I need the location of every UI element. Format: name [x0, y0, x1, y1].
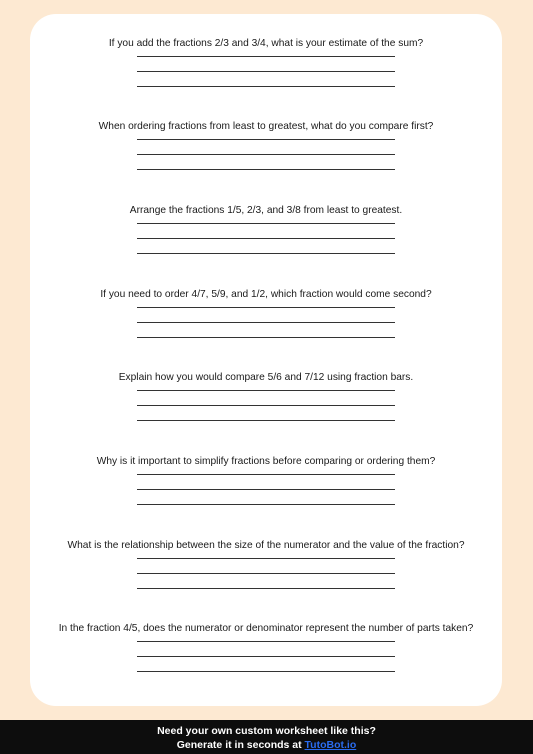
question-block [30, 372, 502, 435]
answer-lines [30, 56, 502, 87]
question-block [30, 38, 502, 101]
answer-lines [30, 390, 502, 421]
answer-line[interactable] [137, 139, 395, 140]
answer-line[interactable] [137, 405, 395, 406]
answer-line[interactable] [137, 169, 395, 170]
answer-line[interactable] [137, 238, 395, 239]
answer-line[interactable] [137, 558, 395, 559]
answer-line[interactable] [137, 223, 395, 224]
answer-line[interactable] [137, 420, 395, 421]
answer-line[interactable] [137, 307, 395, 308]
answer-line[interactable] [137, 253, 395, 254]
question-block [30, 456, 502, 519]
answer-lines [30, 139, 502, 170]
answer-line[interactable] [137, 504, 395, 505]
question-text: What is the relationship between the size of the numerator and the value of the fraction? [67, 540, 465, 551]
question-text: Arrange the fractions 1/5, 2/3, and 3/8 from least to greatest. [129, 205, 403, 216]
answer-line[interactable] [137, 489, 395, 490]
answer-line[interactable] [137, 641, 395, 642]
question-text: Explain how you would compare 5/6 and 7/12 using fraction bars. [118, 372, 414, 383]
question-text: Why is it important to simplify fractions before comparing or ordering them? [96, 456, 436, 467]
answer-lines [30, 641, 502, 672]
answer-lines [30, 558, 502, 589]
promo-line-1: Need your own custom worksheet like this? [157, 725, 376, 737]
answer-line[interactable] [137, 56, 395, 57]
question-text: If you add the fractions 2/3 and 3/4, what is your estimate of the sum? [108, 38, 424, 49]
answer-line[interactable] [137, 71, 395, 72]
answer-line[interactable] [137, 154, 395, 155]
question-text: When ordering fractions from least to greatest, what do you compare first? [98, 121, 434, 132]
answer-line[interactable] [137, 390, 395, 391]
answer-line[interactable] [137, 588, 395, 589]
answer-line[interactable] [137, 474, 395, 475]
question-text: In the fraction 4/5, does the numerator or denominator represent the number of parts taken? [58, 623, 474, 634]
tutobot-link[interactable]: TutoBot.io [304, 739, 357, 751]
worksheet-page [30, 14, 502, 706]
question-block [30, 540, 502, 603]
answer-line[interactable] [137, 573, 395, 574]
question-block [30, 623, 502, 686]
answer-line[interactable] [137, 671, 395, 672]
answer-lines [30, 307, 502, 338]
promo-footer [0, 720, 533, 754]
answer-line[interactable] [137, 337, 395, 338]
answer-line[interactable] [137, 322, 395, 323]
answer-line[interactable] [137, 656, 395, 657]
question-text: If you need to order 4/7, 5/9, and 1/2, which fraction would come second? [100, 289, 432, 300]
answer-lines [30, 223, 502, 254]
promo-line-2 [0, 738, 533, 752]
answer-lines [30, 474, 502, 505]
question-block [30, 121, 502, 184]
promo-line-2-prefix: Generate it in seconds at [176, 739, 305, 751]
question-block [30, 205, 502, 268]
question-block [30, 289, 502, 352]
answer-line[interactable] [137, 86, 395, 87]
